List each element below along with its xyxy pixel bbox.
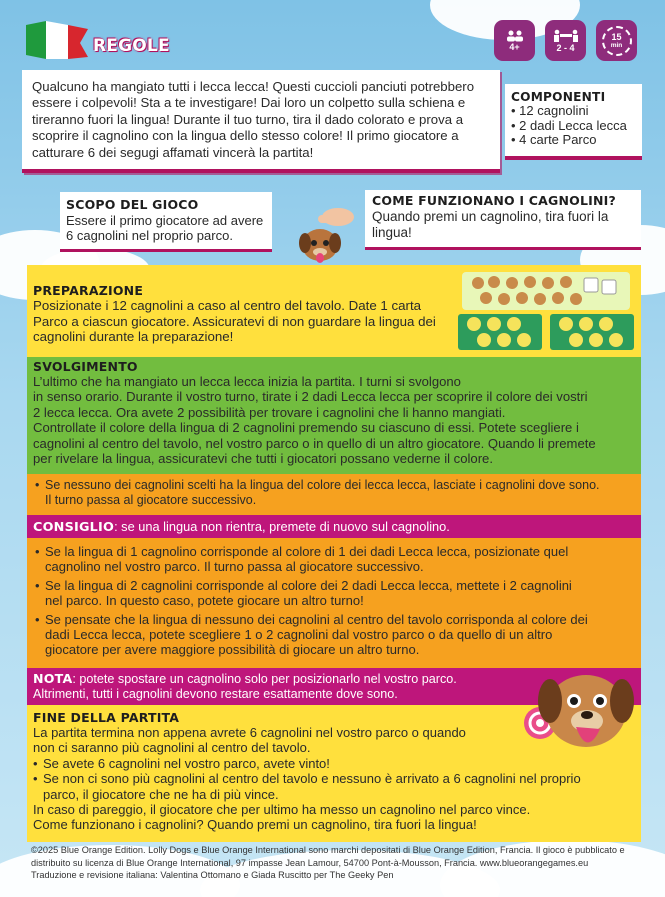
gameplay-line: Controllate il colore della lingua di 2 cagnolini premendo su ciascuno di essi. Potete scegliere i xyxy=(33,420,579,436)
goal-title: SCOPO DEL GIOCO xyxy=(66,197,199,212)
gameplay-line: cagnolini al centro del tavolo, nel vostro parco o in quello di un altro giocatore. Quando li premete xyxy=(33,435,596,451)
list-item: • Se non ci sono più cagnolini al centro del tavolo e nessuno è arrivato a 6 cagnolini nel proprio parco, il giocatore che ne ha di più vince. xyxy=(33,771,639,802)
page-title: REGOLE xyxy=(93,36,170,56)
intro-text: Qualcuno ha mangiato tutti i lecca lecca! Questi cuccioli panciuti potrebbero essere i colpevoli! Sta a te investigare! Dai loro un colpetto sulla schiena e tireranno fuori la lingua! Durante il tuo turno, tira il dado colorato e prova a scoprire il cagnolino con la lingua dello stesso colore! Il primo giocatore a catturare 6 dei segugi affamati vincerà la partita! xyxy=(32,79,475,160)
footer-line: ©2025 Blue Orange Edition. Lolly Dogs e Blue Orange International sono marchi depositati di Blue Orange Edition, Francia. Il gioco è pubblicato e xyxy=(31,845,625,855)
age-text: 4+ xyxy=(509,41,520,52)
gameplay-section xyxy=(27,357,641,474)
list-item: • 2 dadi Lecca lecca xyxy=(511,117,627,133)
gameplay-line: in senso orario. Durante il vostro turno, tirate i 2 dadi Lecca lecca per scoprire il colore dei vostri xyxy=(33,389,588,405)
no-match-line: Se nessuno dei cagnolini scelti ha la lingua del colore dei lecca lecca, lasciate i cagnolini dove sono. xyxy=(45,478,600,492)
list-item: • 12 cagnolini xyxy=(511,103,589,118)
age-badge xyxy=(494,20,535,61)
time-unit: min xyxy=(610,41,623,49)
clock-icon xyxy=(602,26,632,56)
list-item: • Se la lingua di 2 cagnolini corrisponde al colore dei 2 dadi Lecca lecca, mettete i 2 cagnolini nel parco. In questo caso, potete giocare un altro turno! xyxy=(35,578,637,609)
components-list xyxy=(511,104,636,148)
gameplay-line: L’ultimo che ha mangiato un lecca lecca inizia la partita. I turni si svolgono xyxy=(33,374,461,389)
table-players-icon xyxy=(553,29,579,43)
footer xyxy=(31,844,641,882)
gameplay-title: SVOLGIMENTO xyxy=(33,359,138,374)
rules-list xyxy=(35,544,637,658)
time-badge xyxy=(596,20,637,61)
note-line: Altrimenti, tutti i cagnolini devono restare esattamente dove sono. xyxy=(33,687,398,702)
no-match-section xyxy=(27,474,641,515)
time-value: 15 xyxy=(611,31,622,42)
how-text: Quando premi un cagnolino, tira fuori la lingua! xyxy=(372,209,609,240)
components-box xyxy=(505,84,642,160)
rules-section xyxy=(27,538,641,668)
setup-title: PREPARAZIONE xyxy=(33,283,144,298)
hand-pressing-dog-illustration xyxy=(290,205,356,269)
list-item: • Se avete 6 cagnolini nel vostro parco, avete vinto! xyxy=(33,756,639,771)
components-title: COMPONENTI xyxy=(511,90,606,104)
tip-body: : se una lingua non rientra, premete di nuovo sul cagnolino. xyxy=(114,519,450,534)
tip-text xyxy=(33,519,450,535)
setup-text: Posizionate i 12 cagnolini a caso al centro del tavolo. Date 1 carta Parco a ciascun giocatore. Assicuratevi di non guardare la lingua dei cagnolini durante la preparazione! xyxy=(33,298,436,345)
footer-line: Traduzione e revisione italiana: Valentina Ottomano e Giada Ruscitto per The Geeky Pen xyxy=(31,870,394,881)
list-item: • Se pensate che la lingua di nessuno dei cagnolini al centro del tavolo corrisponda al colore dei dadi Lecca lecca, potete scegliere 1 o 2 cagnolini dal vostro parco o da quello di un altro giocatore per avere maggiore possibilità di giocare un altro turno. xyxy=(35,612,637,658)
no-match-list xyxy=(35,478,637,509)
dog-lollipop-illustration xyxy=(516,665,644,765)
footer-line: distribuito su licenza di Blue Orange International, 97 impasse Jean Lamour, 54700 Pont-à-Mousson, Francia. www.blueorangegames.eu xyxy=(31,857,589,868)
intro-box xyxy=(22,70,500,173)
two-players-icon xyxy=(505,30,525,42)
note-text xyxy=(33,671,457,703)
game-setup-illustration xyxy=(456,270,636,352)
list-item xyxy=(35,478,637,509)
goal-text: Essere il primo giocatore ad avere 6 cagnolini nel proprio parco. xyxy=(66,213,264,244)
tip-label: CONSIGLIO xyxy=(33,520,115,535)
end-text: La partita termina non appena avrete 6 cagnolini nel vostro parco o quando non ci saranno più cagnolini al centro del tavolo. • Se avete 6 cagnolini nel vostro parco, avete vinto! • Se non ci sono più cagnolini al centro del tavolo e nessuno è arrivato a 6 cagnolini nel proprio parco, il giocatore che ne ha di più vince. In caso di pareggio, il giocatore che per ultimo ha messo un cagnolino nel parco vince. Come funzionano i cagnolini? Quando premi un cagnolino, tira fuori la lingua! xyxy=(33,725,639,833)
tip-banner xyxy=(27,515,641,538)
italian-flag-icon xyxy=(24,19,90,61)
end-title: FINE DELLA PARTITA xyxy=(33,710,180,725)
gameplay-line: per rivelare la lingua, assicuratevi che tutti i giocatori possano vederne il colore. xyxy=(33,451,493,467)
note-line: : potete spostare un cagnolino solo per posizionarlo nel vostro parco. xyxy=(72,672,457,686)
list-item: • Se la lingua di 1 cagnolino corrisponde al colore di 1 dei dadi Lecca lecca, posizionate quel cagnolino nel vostro parco. Il turno passa al giocatore successivo. xyxy=(35,544,637,575)
no-match-line: Il turno passa al giocatore successivo. xyxy=(45,493,257,508)
players-badge xyxy=(545,20,586,61)
players-text: 2 - 4 xyxy=(556,42,575,53)
gameplay-text xyxy=(33,374,639,466)
gameplay-line: 2 lecca lecca. Ora avete 2 possibilità per trovare i cagnolini che li hanno mangiati. xyxy=(33,404,506,420)
list-item: • 4 carte Parco xyxy=(511,132,597,148)
goal-box xyxy=(60,192,272,252)
how-box xyxy=(365,190,641,250)
note-label: NOTA xyxy=(33,671,73,686)
how-title: COME FUNZIONANO I CAGNOLINI? xyxy=(372,193,616,208)
